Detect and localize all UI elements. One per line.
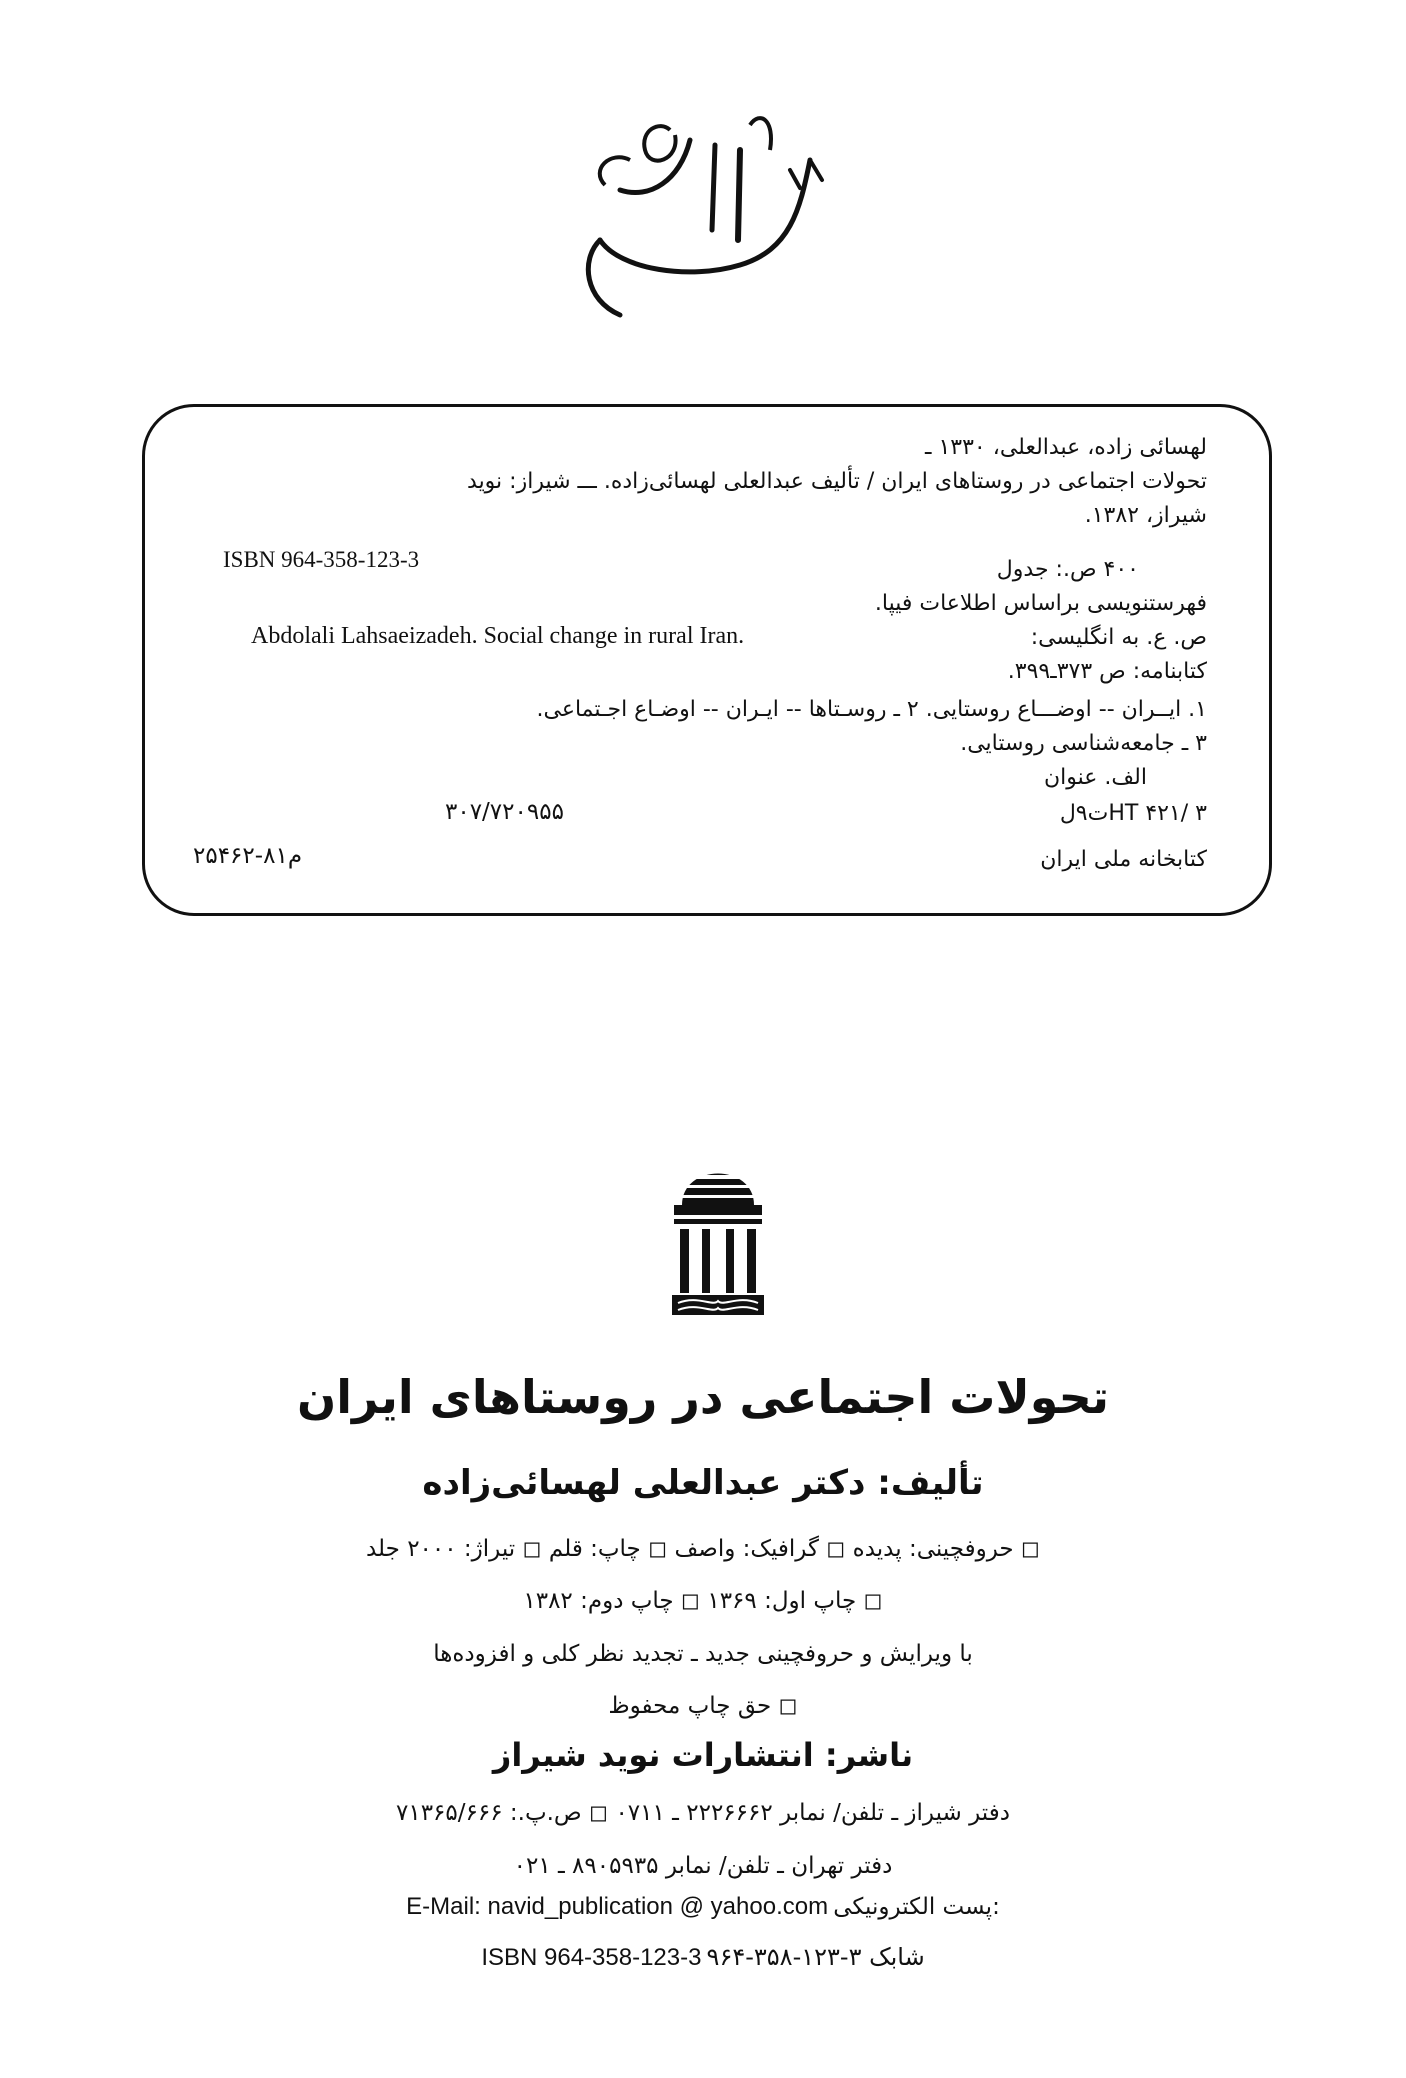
cip-english-label: ص. ع. به انگلیسی:: [1030, 625, 1207, 650]
cip-note-line: فهرستنویسی براساس اطلاعات فیپا.: [874, 591, 1207, 616]
cip-dewey-number: ۳۰۷/۷۲۰۹۵۵: [445, 799, 564, 825]
cip-catalog-box: [142, 404, 1272, 916]
cip-imprint-line: شیراز، ۱۳۸۲.: [1084, 503, 1207, 528]
email-line: [0, 1893, 1406, 1921]
cip-subject3-line: ۳ ـ جامعه‌شناسی روستایی.: [960, 731, 1207, 756]
production-credits: ◻ حروفچینی: پدیده ◻ گرافیک: واصف ◻ چاپ: قلم ◻ تیراژ: ۲۰۰۰ جلد: [365, 1536, 1041, 1562]
shabak-persian: شابک ۳-۱۲۳-۳۵۸-۹۶۴: [706, 1943, 925, 1971]
tehran-office-contact: دفتر تهران ـ تلفن/ نمابر ۸۹۰۵۹۳۵ ـ ۰۲۱: [513, 1853, 893, 1879]
cip-bibliography-line: کتابنامه: ص ۳۷۳ـ۳۹۹.: [1007, 659, 1207, 684]
edition-info: ◻ چاپ اول: ۱۳۶۹ ◻ چاپ دوم: ۱۳۸۲: [523, 1588, 883, 1614]
publisher-logo: [668, 1145, 768, 1320]
cip-library-name: کتابخانه ملی ایران: [1040, 847, 1207, 872]
cip-title-line: تحولات اجتماعی در روستاهای ایران / تألیف عبدالعلی لهسائی‌زاده. ـــ شیراز: نوید: [467, 469, 1207, 494]
cip-subjects-line: ۱. ایــران -- اوضـــاع روستایی. ۲ ـ روسـتاها -- ایـران -- اوضـاع اجـتماعی.: [536, 697, 1207, 722]
publisher-name: ناشر: انتشارات نوید شیراز: [492, 1736, 914, 1774]
copyright-notice: ◻ حق چاپ محفوظ: [608, 1693, 798, 1719]
basmala-calligraphy: [560, 90, 860, 330]
cip-record-number: م۸۱-۲۵۴۶۲: [193, 843, 303, 869]
isbn-latin: ISBN 964-358-123-3: [481, 1944, 702, 1971]
isbn-line: [0, 1943, 1406, 1972]
shiraz-office-contact: دفتر شیراز ـ تلفن/ نمابر ۲۲۲۶۶۶۲ ـ ۰۷۱۱ ◻ ص.پ.: ۷۱۳۶۵/۶۶۶: [396, 1800, 1010, 1826]
cip-lc-number: HT ۴۲۱/ ۳ت۹ل: [1059, 801, 1207, 826]
email-address[interactable]: E-Mail: navid_publication @ yahoo.com: [406, 1893, 829, 1920]
cip-pages-line: ۴۰۰ ص.: جدول: [996, 557, 1139, 582]
cip-author-line: لهسائی زاده، عبدالعلی، ۱۳۳۰ ـ: [925, 435, 1207, 460]
revision-note: با ویرایش و حروفچینی جدید ـ تجدید نظر کلی و افزوده‌ها: [433, 1641, 973, 1667]
book-author: تألیف: دکتر عبدالعلی لهسائی‌زاده: [422, 1463, 984, 1503]
book-title: تحولات اجتماعی در روستاهای ایران: [296, 1370, 1110, 1424]
cip-title-entry: الف. عنوان: [1044, 765, 1147, 790]
email-label: پست الکترونیکی:: [833, 1894, 1000, 1920]
cip-english-title: Abdolali Lahsaeizadeh. Social change in rural Iran.: [251, 623, 745, 649]
cip-isbn: ISBN 964-358-123-3: [223, 547, 420, 572]
